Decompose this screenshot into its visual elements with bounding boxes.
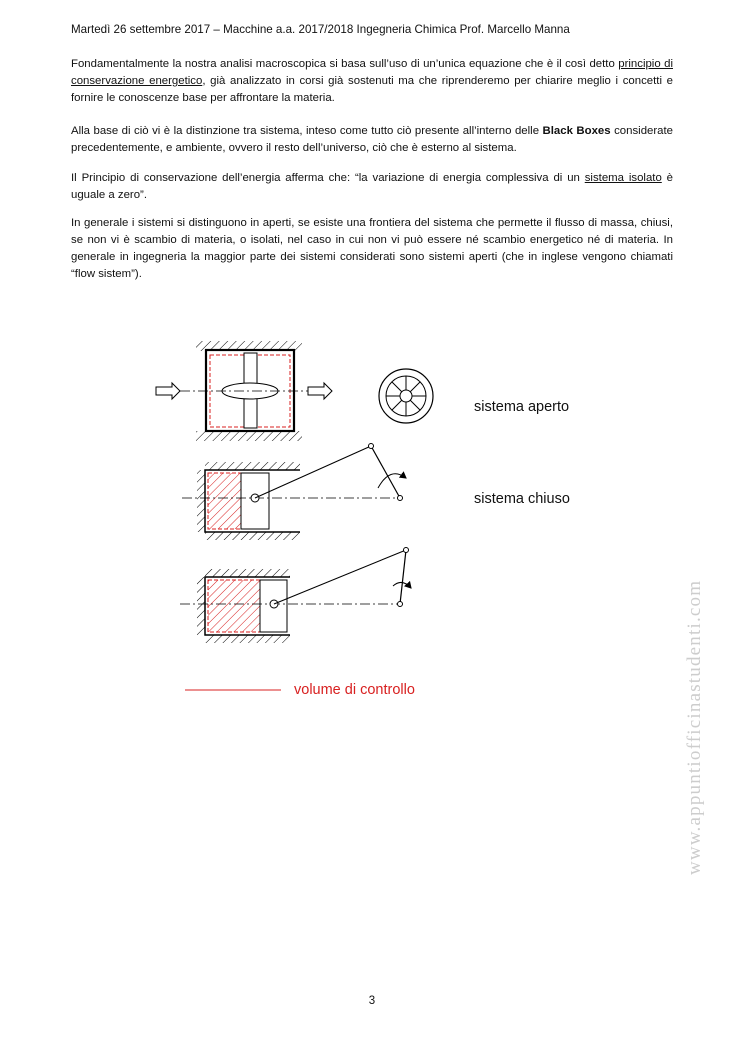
p1-text-b: , già analizzato in corsi già sostenuti ma che riprenderemo per chiarire meglio i concetti e fornire le conoscenze base per affrontare la materia. <box>71 75 673 104</box>
label-open-system: sistema aperto <box>474 399 570 415</box>
p2-text-a: Alla base di ciò vi è la distinzione tra sistema, inteso come tutto ciò presente all’interno delle <box>71 125 543 137</box>
open-system-diagram <box>156 341 332 441</box>
paragraph-system-types: In generale i sistemi si distinguono in aperti, se esiste una frontiera del sistema che permette il flusso di massa, chiusi, se non vi è scambio di materia, o isolati, nel caso in cui non vi può essere né scambio energetico né di materia. In generale in ingegneria la maggior parte dei sistemi considerati sono sistemi aperti (che in inglese vengono chiamati “flow sistem”). <box>71 217 673 280</box>
label-closed-system: sistema chiuso <box>474 491 570 507</box>
closed-system-diagram <box>182 444 406 541</box>
rotor-wheel-icon <box>379 369 433 423</box>
p2-text-b: considerate precedentemente, e ambiente, ovvero il resto dell’universo, ciò che è esterno al sistema. <box>71 125 673 154</box>
closed-system-diagram-2 <box>180 548 411 644</box>
p1-text-a: Fondamentalmente la nostra analisi macroscopica si basa sull’uso di un’unica equazione che è il così detto <box>71 58 619 70</box>
p3-text-b: è uguale a zero”. <box>71 172 673 201</box>
p2-bold: Black Boxes <box>542 125 611 137</box>
p3-text-a: Il Principio di conservazione dell’energia afferma che: “la variazione di energia complessiva di un <box>71 172 585 184</box>
p1-underlined: principio di conservazione energetico <box>71 58 673 87</box>
label-control-volume: volume di controllo <box>294 682 415 698</box>
p3-underlined: sistema isolato <box>584 172 662 184</box>
watermark: www.appuntiofficinastudenti.com <box>684 579 705 875</box>
page-header: Martedì 26 settembre 2017 – Macchine a.a. 2017/2018 Ingegneria Chimica Prof. Marcello Manna <box>71 23 570 36</box>
page-number: 3 <box>368 995 376 1007</box>
